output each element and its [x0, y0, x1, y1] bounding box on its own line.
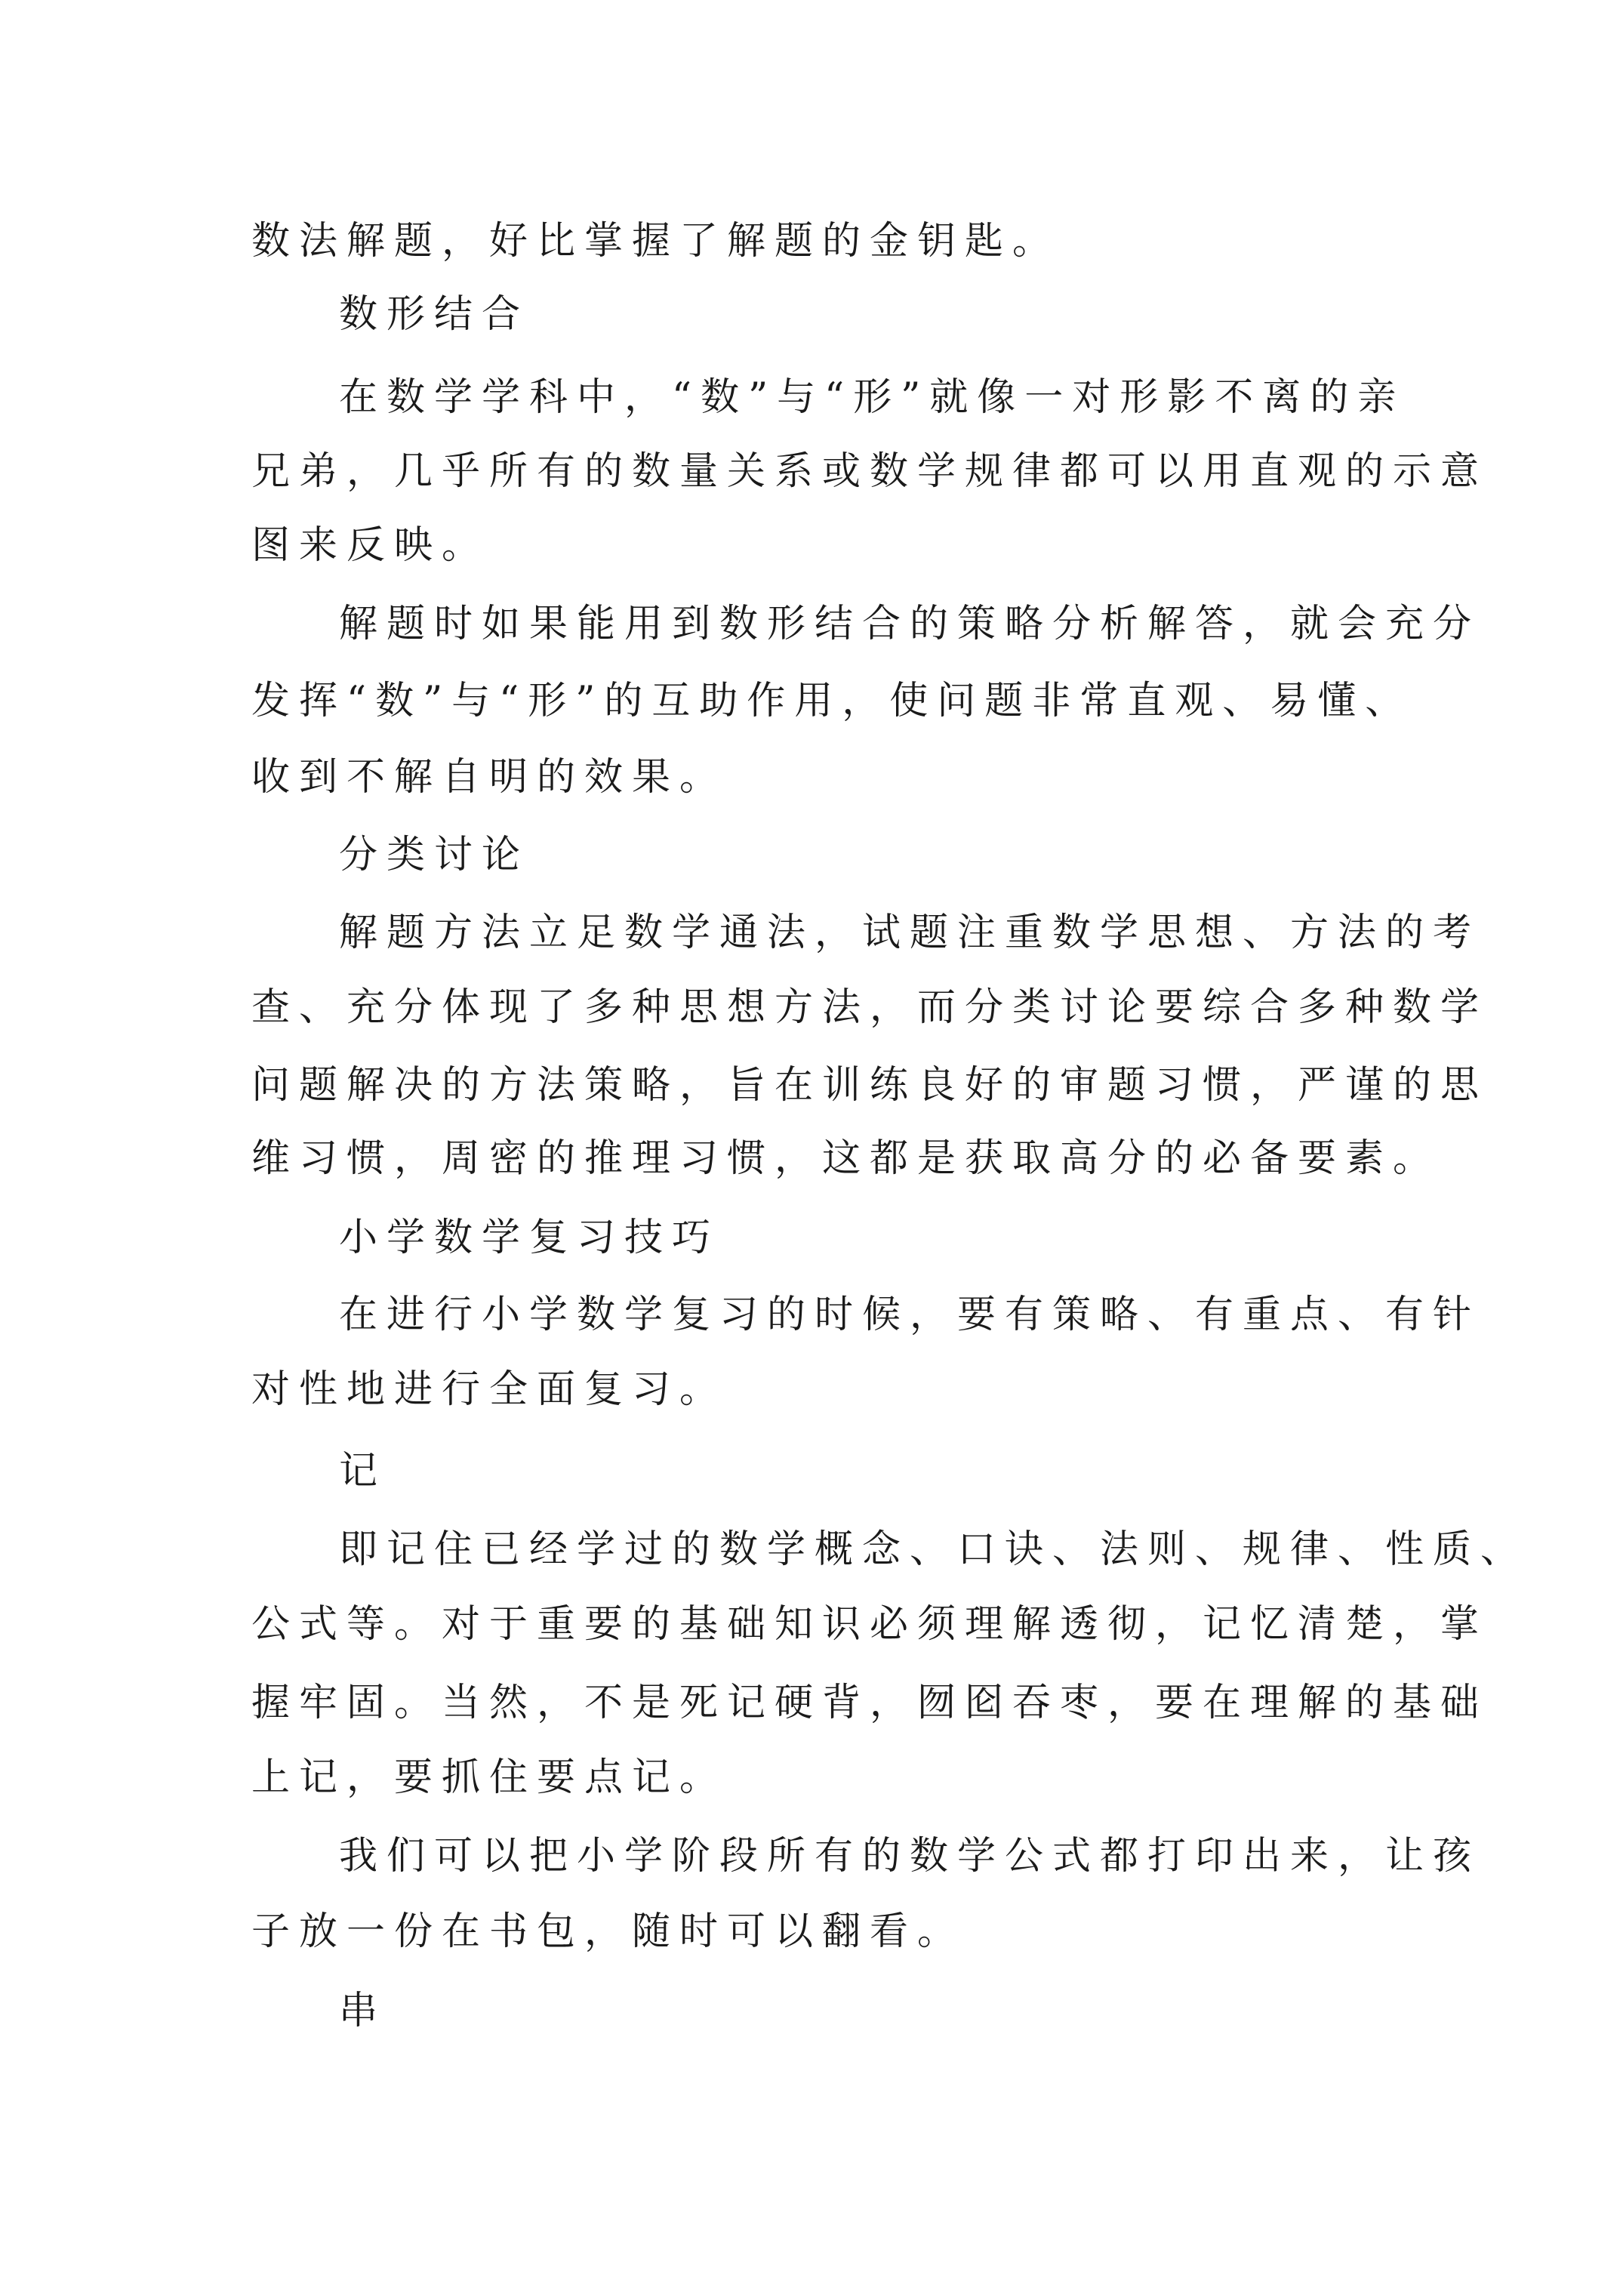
- paragraph-line: 收到不解自明的效果。: [251, 755, 728, 800]
- section-heading-number-shape: 数形结合: [339, 292, 530, 337]
- paragraph-line: 解题方法立足数学通法，试题注重数学思想、方法的考: [339, 911, 1481, 955]
- section-heading-memorize: 记: [339, 1449, 387, 1493]
- paragraph-line: 图来反映。: [251, 523, 490, 568]
- paragraph-line: 对性地进行全面复习。: [251, 1367, 728, 1412]
- paragraph-line: 公式等。对于重要的基础知识必须理解透彻，记忆清楚，掌: [251, 1602, 1489, 1647]
- paragraph-line: 上记，要抓住要点记。: [251, 1755, 728, 1800]
- paragraph-line: 兄弟，几乎所有的数量关系或数学规律都可以用直观的示意: [251, 449, 1489, 494]
- paragraph-line: 握牢固。当然，不是死记硬背，囫囵吞枣，要在理解的基础: [251, 1681, 1489, 1725]
- paragraph-line: 问题解决的方法策略，旨在训练良好的审题习惯，严谨的思: [251, 1063, 1489, 1108]
- paragraph-line: 发挥“数”与“形”的互助作用，使问题非常直观、易懂、: [251, 679, 1413, 723]
- section-heading-classification: 分类讨论: [339, 833, 530, 877]
- section-heading-review-tips: 小学数学复习技巧: [339, 1216, 720, 1260]
- paragraph-line: 子放一份在书包，随时可以翻看。: [251, 1909, 965, 1954]
- paragraph-continuation: 数法解题，好比掌握了解题的金钥匙。: [251, 219, 1061, 264]
- paragraph-line: 在进行小学数学复习的时候，要有策略、有重点、有针: [339, 1293, 1481, 1337]
- paragraph-line: 即记住已经学过的数学概念、口诀、法则、规律、性质、: [339, 1527, 1529, 1572]
- paragraph-line: 维习惯，周密的推理习惯，这都是获取高分的必备要素。: [251, 1136, 1441, 1181]
- paragraph-line: 在数学学科中，“数”与“形”就像一对形影不离的亲: [339, 375, 1406, 420]
- section-heading-connect: 串: [339, 1989, 387, 2033]
- paragraph-line: 我们可以把小学阶段所有的数学公式都打印出来，让孩: [339, 1834, 1481, 1878]
- paragraph-line: 查、充分体现了多种思想方法，而分类讨论要综合多种数学: [251, 985, 1489, 1030]
- paragraph-line: 解题时如果能用到数形结合的策略分析解答，就会充分: [339, 602, 1481, 646]
